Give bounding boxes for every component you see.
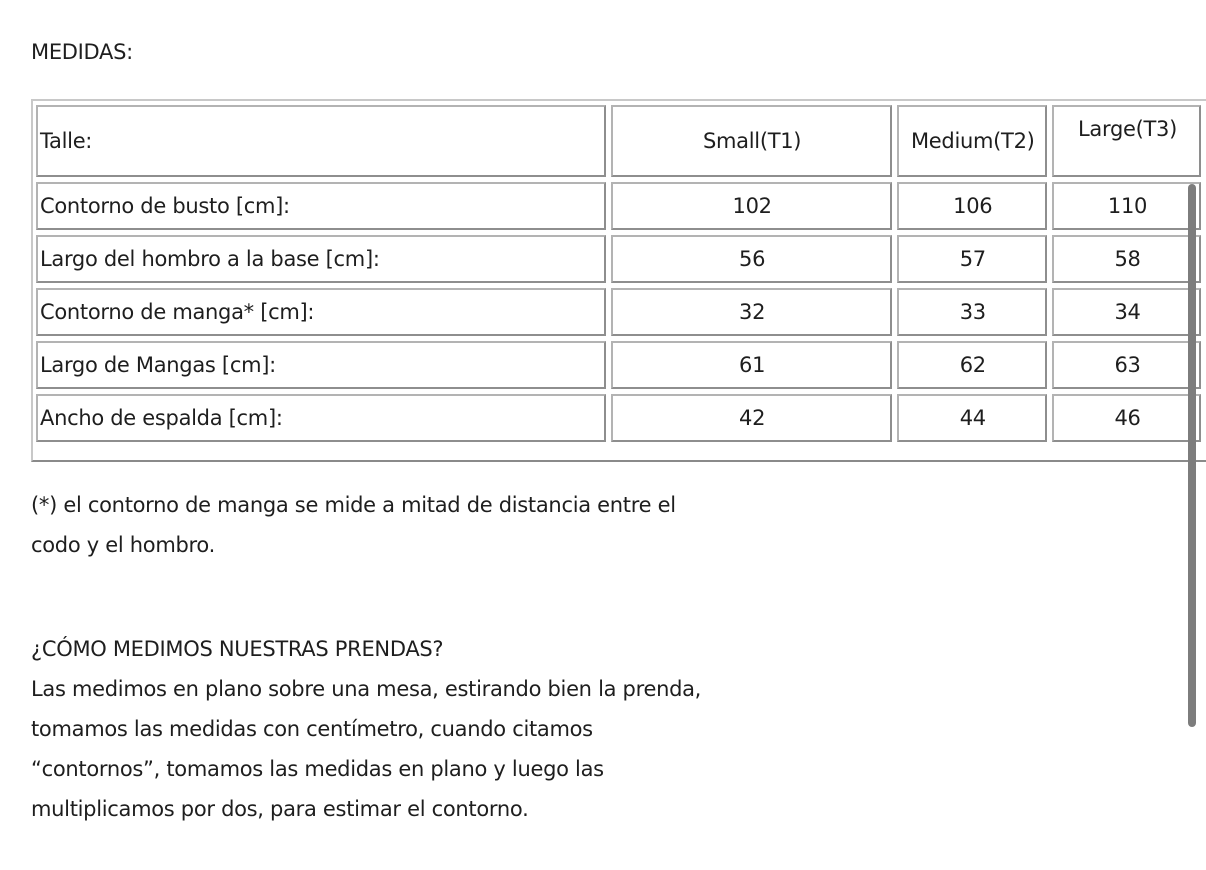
row-label: Contorno de manga* [cm]: <box>36 288 606 336</box>
paragraph-line: tomamos las medidas con centímetro, cuando citamos <box>31 717 593 741</box>
header-cell-large: Large(T3) <box>1052 105 1201 177</box>
cell-large: 58 <box>1052 235 1201 283</box>
section-heading: MEDIDAS: <box>31 40 133 64</box>
paragraph-line: multiplicamos por dos, para estimar el contorno. <box>31 797 529 821</box>
table-row <box>36 182 1201 230</box>
row-label: Largo del hombro a la base [cm]: <box>36 235 606 283</box>
how-we-measure-section <box>31 629 791 829</box>
size-table-container[interactable] <box>31 99 1206 462</box>
cell-large: 110 <box>1052 182 1201 230</box>
note-line: (*) el contorno de manga se mide a mitad de distancia entre el <box>31 493 676 517</box>
cell-large: 63 <box>1052 341 1201 389</box>
cell-small: 42 <box>611 394 892 442</box>
cell-small: 56 <box>611 235 892 283</box>
cell-small: 61 <box>611 341 892 389</box>
paragraph-line: “contornos”, tomamos las medidas en plano y luego las <box>31 757 604 781</box>
header-cell-size: Talle: <box>36 105 606 177</box>
header-cell-small: Small(T1) <box>611 105 892 177</box>
cell-medium: 33 <box>897 288 1048 336</box>
table-header-row <box>36 105 1201 177</box>
vertical-scrollbar[interactable] <box>1188 184 1196 727</box>
paragraph-line: Las medimos en plano sobre una mesa, estirando bien la prenda, <box>31 677 702 701</box>
cell-small: 102 <box>611 182 892 230</box>
cell-large: 34 <box>1052 288 1201 336</box>
cell-large: 46 <box>1052 394 1201 442</box>
table-row <box>36 394 1201 442</box>
cell-medium: 62 <box>897 341 1048 389</box>
sleeve-note <box>31 485 791 565</box>
table-row <box>36 288 1201 336</box>
how-we-measure-title: ¿CÓMO MEDIMOS NUESTRAS PRENDAS? <box>31 637 444 661</box>
row-label: Ancho de espalda [cm]: <box>36 394 606 442</box>
table-row <box>36 341 1201 389</box>
header-cell-medium: Medium(T2) <box>897 105 1048 177</box>
cell-medium: 57 <box>897 235 1048 283</box>
note-line: codo y el hombro. <box>31 533 215 557</box>
cell-medium: 44 <box>897 394 1048 442</box>
size-table <box>31 100 1206 447</box>
row-label: Contorno de busto [cm]: <box>36 182 606 230</box>
row-label: Largo de Mangas [cm]: <box>36 341 606 389</box>
table-row <box>36 235 1201 283</box>
cell-small: 32 <box>611 288 892 336</box>
cell-medium: 106 <box>897 182 1048 230</box>
